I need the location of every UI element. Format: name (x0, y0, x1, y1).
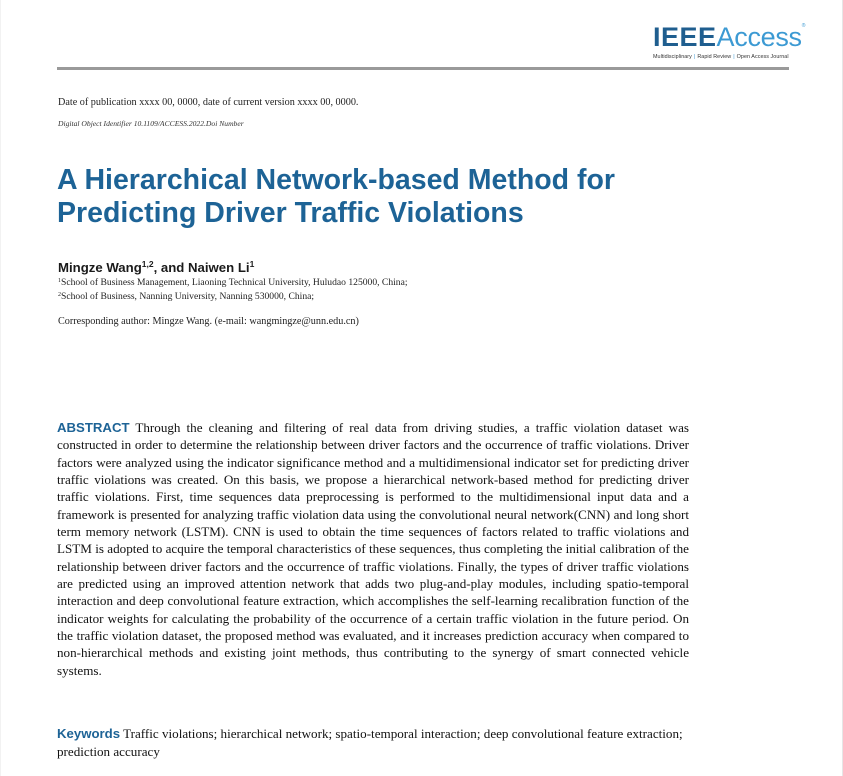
ieee-access-logo (653, 24, 805, 60)
affiliation-text: School of Business Management, Liaoning Technical University, Huludao 125000, China; (61, 277, 408, 288)
abstract-label: ABSTRACT (57, 420, 130, 435)
logo-trademark: ® (801, 23, 806, 29)
logo-ieee-text: IEEE (653, 22, 717, 52)
tagline-separator: | (733, 54, 735, 60)
publication-date: Date of publication xxxx 00, 0000, date of current version xxxx 00, 0000. (58, 97, 359, 108)
author-connector: , and (153, 260, 189, 275)
logo-wordmark (653, 24, 805, 51)
logo-access-text: Access (716, 22, 802, 52)
author-superscript: 1 (249, 259, 255, 269)
author-name: Naiwen Li (188, 260, 250, 275)
author-name: Mingze Wang (58, 260, 142, 275)
affiliation-text: School of Business, Nanning University, Nanning 530000, China; (61, 291, 315, 302)
keywords (57, 725, 697, 761)
paper-title: A Hierarchical Network-based Method for Predicting Driver Traffic Violations (57, 164, 615, 229)
author-superscript: 1,2 (141, 259, 154, 269)
affiliation (58, 277, 408, 288)
author-line (58, 260, 254, 275)
affiliation (58, 291, 314, 302)
abstract-text: Through the cleaning and filtering of real data from driving studies, a traffic violation dataset was constructed in order to determine the relationship between driver factors and the occurrence of traffic violations. Driver factors were analyzed using the indicator significance method and a multidimensional indicator set for predicting driver traffic violations was created. On this basis, we propose a hierarchical network-based method for predicting driver traffic violations. First, time sequences data preprocessing is performed to the multidimensional input data and a framework is presented for analyzing traffic violation data using the convolutional neural network(CNN) and long short term memory network (LSTM). CNN is used to obtain the time sequences of factors related to traffic violations and LSTM is adopted to acquire the temporal characteristics of these sequences, thus completing the initial calibration of the relationship between driver factors and the occurrence of traffic violations. Finally, the types of driver traffic violations are predicted using an improved attention network that adds two plug-and-play modules, including spatio-temporal interaction and deep convolutional feature extraction, which accomplishes the self-learning recalibration function of the indicator weights for calculating the probability of the occurrence of a certain traffic violation in the future period. On the traffic violation dataset, the proposed method was evaluated, and it increases prediction accuracy when compared to non-hierarchical methods and existing joint methods, thus contributing to the synergy of smart connected vehicle systems. (57, 420, 689, 678)
header-rule (57, 67, 789, 70)
abstract (57, 419, 689, 679)
doi-line: Digital Object Identifier 10.1109/ACCESS.2022.Doi Number (58, 119, 244, 128)
tagline-separator: | (693, 54, 696, 60)
tagline-item: Open Access Journal (736, 54, 789, 60)
keywords-text: Traffic violations; hierarchical network; spatio-temporal interaction; deep convolutional feature extraction; prediction accuracy (57, 726, 683, 759)
corresponding-author: Corresponding author: Mingze Wang. (e-mail: wangmingze@unn.edu.cn) (58, 316, 359, 327)
keywords-label: Keywords (57, 726, 121, 741)
tagline-item: Multidisciplinary (653, 54, 692, 60)
tagline-item: Rapid Review (697, 54, 732, 60)
affiliation-number: 1 (58, 278, 61, 284)
logo-tagline (653, 54, 805, 60)
affiliation-number: 2 (58, 292, 61, 298)
